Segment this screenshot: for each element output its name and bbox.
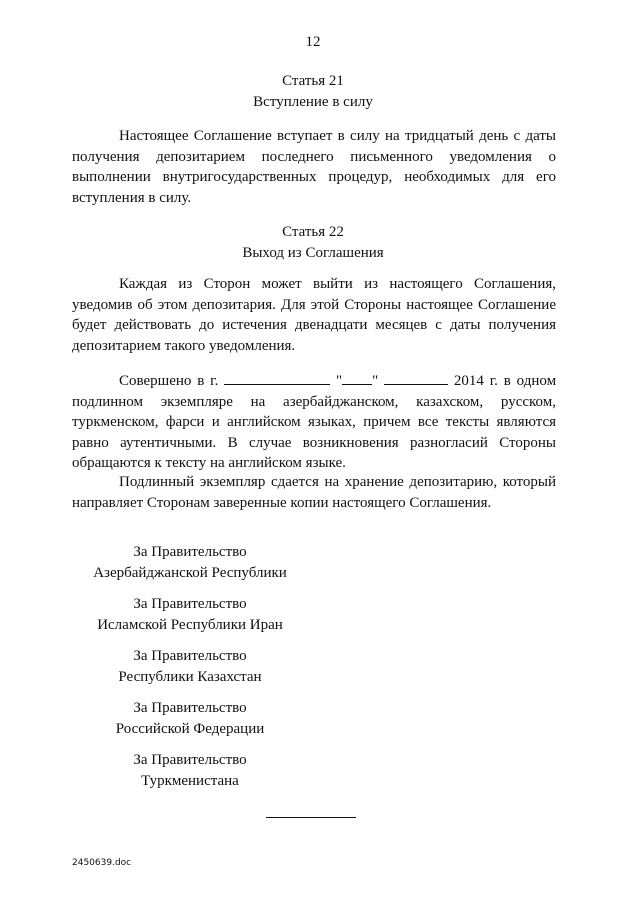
article-21-text (72, 126, 556, 208)
signature-block-turkmenistan (0, 750, 380, 792)
document-id: 2450639.doc (72, 858, 132, 868)
signature-line-2: Туркменистана (141, 773, 239, 789)
signature-block-russia (0, 698, 380, 740)
paragraph-line: будет действовать до истечения двенадцати месяцев с даты получения (72, 317, 556, 333)
city-blank (224, 371, 330, 385)
signature-block-azerbaijan (0, 542, 380, 584)
signature-line-1: За Правительство (133, 700, 247, 716)
page-number: 12 (305, 34, 321, 50)
quote-close: " (372, 373, 379, 389)
paragraph-line: направляет Сторонам заверенные копии настоящего Соглашения. (72, 494, 492, 511)
done-at-first-line (72, 371, 556, 392)
year-suffix: 2014 г. в одном (453, 373, 557, 389)
paragraph-line: уведомив об этом депозитария. Для этой Стороны настоящее Соглашение (72, 296, 556, 313)
paragraph-line: равно аутентичными. В случае возникновения разногласий Стороны (72, 434, 556, 451)
paragraph-line: Подлинный экземпляр сдается на хранение депозитарию, который (119, 474, 556, 490)
article-21-title: Вступление в силу (253, 94, 373, 110)
day-blank (342, 371, 372, 385)
signature-line-1: За Правительство (133, 648, 247, 664)
signature-block-iran (0, 594, 380, 636)
original-copy-text (72, 472, 556, 513)
article-22-title: Выход из Соглашения (242, 245, 384, 261)
done-at-prefix: Совершено в г. (119, 373, 219, 389)
article-22-number: Статья 22 (282, 224, 344, 240)
done-at-text (72, 371, 556, 474)
signature-block-kazakhstan (0, 646, 380, 688)
quote-open: " (335, 373, 343, 389)
signature-line-2: Азербайджанской Республики (93, 565, 287, 581)
signature-line-2: Республики Казахстан (118, 669, 262, 685)
paragraph-line: депозитарием такого уведомления. (72, 337, 296, 354)
article-22-heading (0, 222, 626, 264)
signature-line-2: Исламской Республики Иран (97, 617, 283, 633)
article-21-number: Статья 21 (282, 73, 344, 89)
article-22-text (72, 274, 556, 356)
paragraph-line: выполнении внутригосударственных процедур, необходимых для его (72, 169, 556, 185)
signature-line-1: За Правительство (133, 544, 247, 560)
paragraph-line: Каждая из Сторон может выйти из настоящего Соглашения, (119, 276, 556, 292)
paragraph-line: Настоящее Соглашение вступает в силу на тридцатый день с даты (119, 128, 556, 144)
paragraph-line: получения депозитарием последнего письменного уведомления о (72, 148, 556, 165)
paragraph-line: вступления в силу. (72, 189, 192, 206)
paragraph-line: подлинном экземпляре на азербайджанском, казахском, русском, (72, 393, 556, 410)
month-blank (384, 371, 448, 385)
signature-line-1: За Правительство (133, 752, 247, 768)
end-divider (266, 817, 356, 818)
article-21-heading (0, 71, 626, 113)
paragraph-line: обращаются к тексту на английском языке. (72, 455, 346, 471)
signature-line-1: За Правительство (133, 596, 247, 612)
paragraph-line: туркменском, фарси и английском языках, причем все тексты являются (72, 414, 556, 430)
signature-line-2: Российской Федерации (115, 721, 265, 737)
